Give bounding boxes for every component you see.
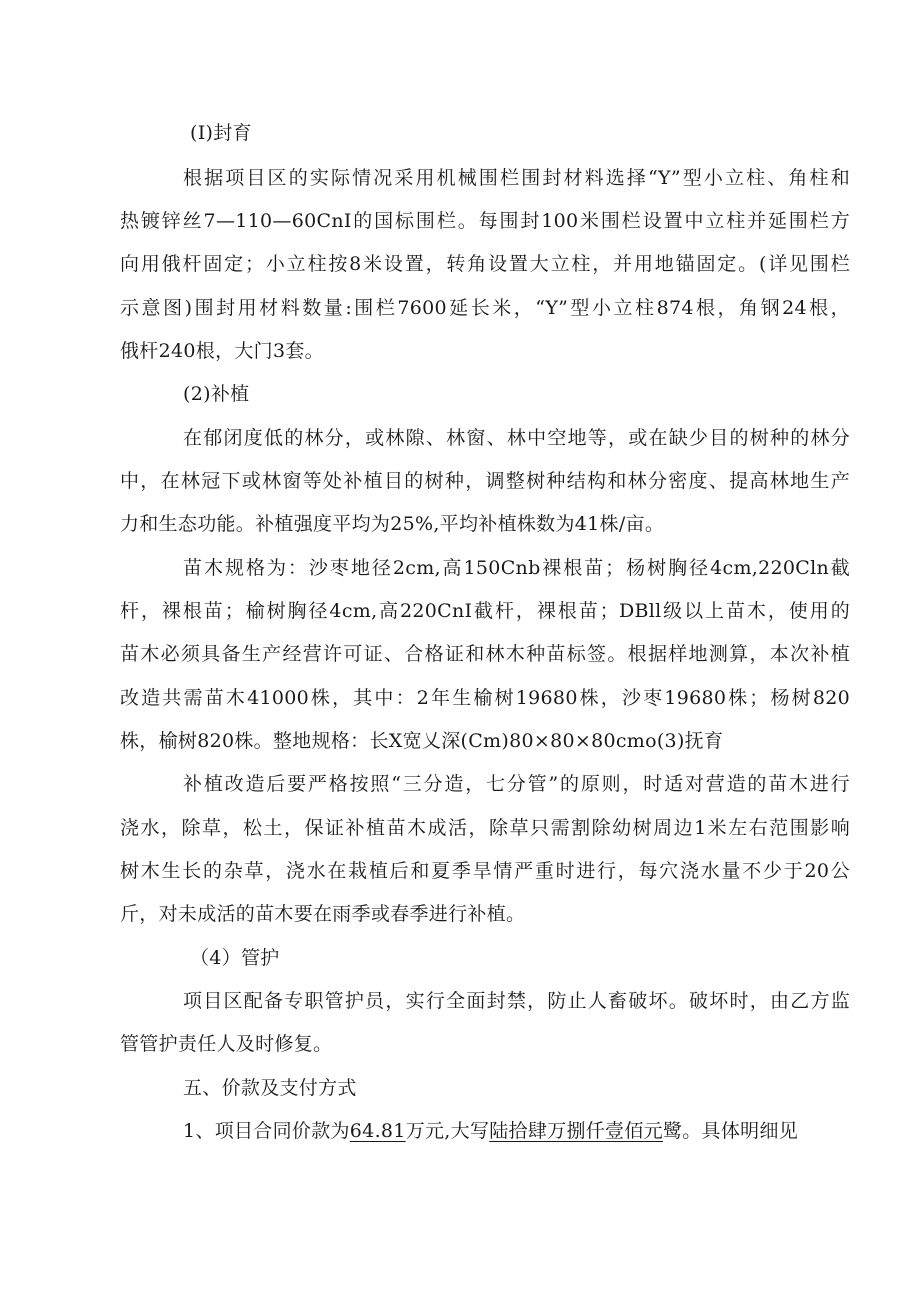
paragraph-line: 项目区配备专职管护员，实行全面封禁，防止人畜破坏。破坏时，由乙方监 (183, 990, 850, 1012)
price-suffix: 鹭。具体明细见 (662, 1120, 799, 1142)
price-amount-words: 陆拾肆万捌仟壹佰元 (489, 1120, 663, 1142)
paragraph-line: 树木生长的杂草，浇水在栽植后和夏季旱情严重时进行，每穴浇水量不少于20公 (120, 860, 850, 882)
paragraph-line: 苗木必须具备生产经营许可证、合格证和林木种苗标签。根据样地测算，本次补植 (120, 643, 850, 665)
price-mid: 万元,大写 (405, 1120, 490, 1142)
contract-price-line (183, 1117, 798, 1145)
paragraph-line: 根据项目区的实际情况采用机械围栏围封材料选择“Y”型小立柱、角柱和 (183, 167, 850, 189)
paragraph-line: 杆，裸根苗；榆树胸径4cm,高220CnI截杆，裸根苗；DBll级以上苗木，使用的 (120, 600, 850, 622)
paragraph-line: 苗木规格为：沙枣地径2cm,高150Cnb裸根苗；杨树胸径4cm,220Cln截 (183, 557, 850, 579)
paragraph-line: 在郁闭度低的林分，或林隙、林窗、林中空地等，或在缺少目的树种的林分 (183, 427, 850, 449)
paragraph-line: 示意图)围封用材料数量:围栏7600延长米，“Y”型小立柱874根，角钢24根， (120, 297, 850, 319)
paragraph-line: 俄杆240根，大门3套。 (120, 340, 324, 362)
paragraph-line: 热镀锌丝7—110—60CnI的国标围栏。每围封100米围栏设置中立柱并延围栏方 (120, 210, 850, 232)
paragraph-line: 浇水，除草，松土，保证补植苗木成活，除草只需割除幼树周边1米左右范围影响 (120, 817, 850, 839)
paragraph-line: 补植改造后要严格按照“三分造，七分管”的原则，时适对营造的苗木进行 (183, 773, 850, 795)
paragraph-line: 管管护责任人及时修复。 (120, 1033, 333, 1055)
paragraph-line: 中，在林冠下或林窗等处补植目的树种，调整树种结构和林分密度、提高林地生产 (120, 470, 850, 492)
price-amount: 64.81 (349, 1120, 406, 1142)
paragraph-line: 株，榆树820株。整地规格：长X宽乂深(Cm)80×80×80cmo(3)抚育 (120, 730, 724, 752)
paragraph-line: 力和生态功能。补植强度平均为25%,平均补植株数为41株/亩。 (120, 513, 665, 535)
price-prefix: 1、项目合同价款为 (183, 1120, 350, 1142)
section-heading-payment: 五、价款及支付方式 (183, 1077, 357, 1099)
heading-enclosure: (I)封育 (190, 122, 252, 144)
heading-replanting: (2)补植 (183, 383, 250, 405)
paragraph-line: 斤，对未成活的苗木要在雨季或春季进行补植。 (120, 903, 526, 925)
paragraph-line: 向用俄杆固定；小立柱按8米设置，转角设置大立柱，并用地锚固定。(详见围栏 (120, 253, 850, 275)
paragraph-line: 改造共需苗木41000株，其中：2年生榆树19680株，沙枣19680株；杨树820 (120, 687, 850, 709)
heading-management: （4）管护 (190, 947, 280, 969)
